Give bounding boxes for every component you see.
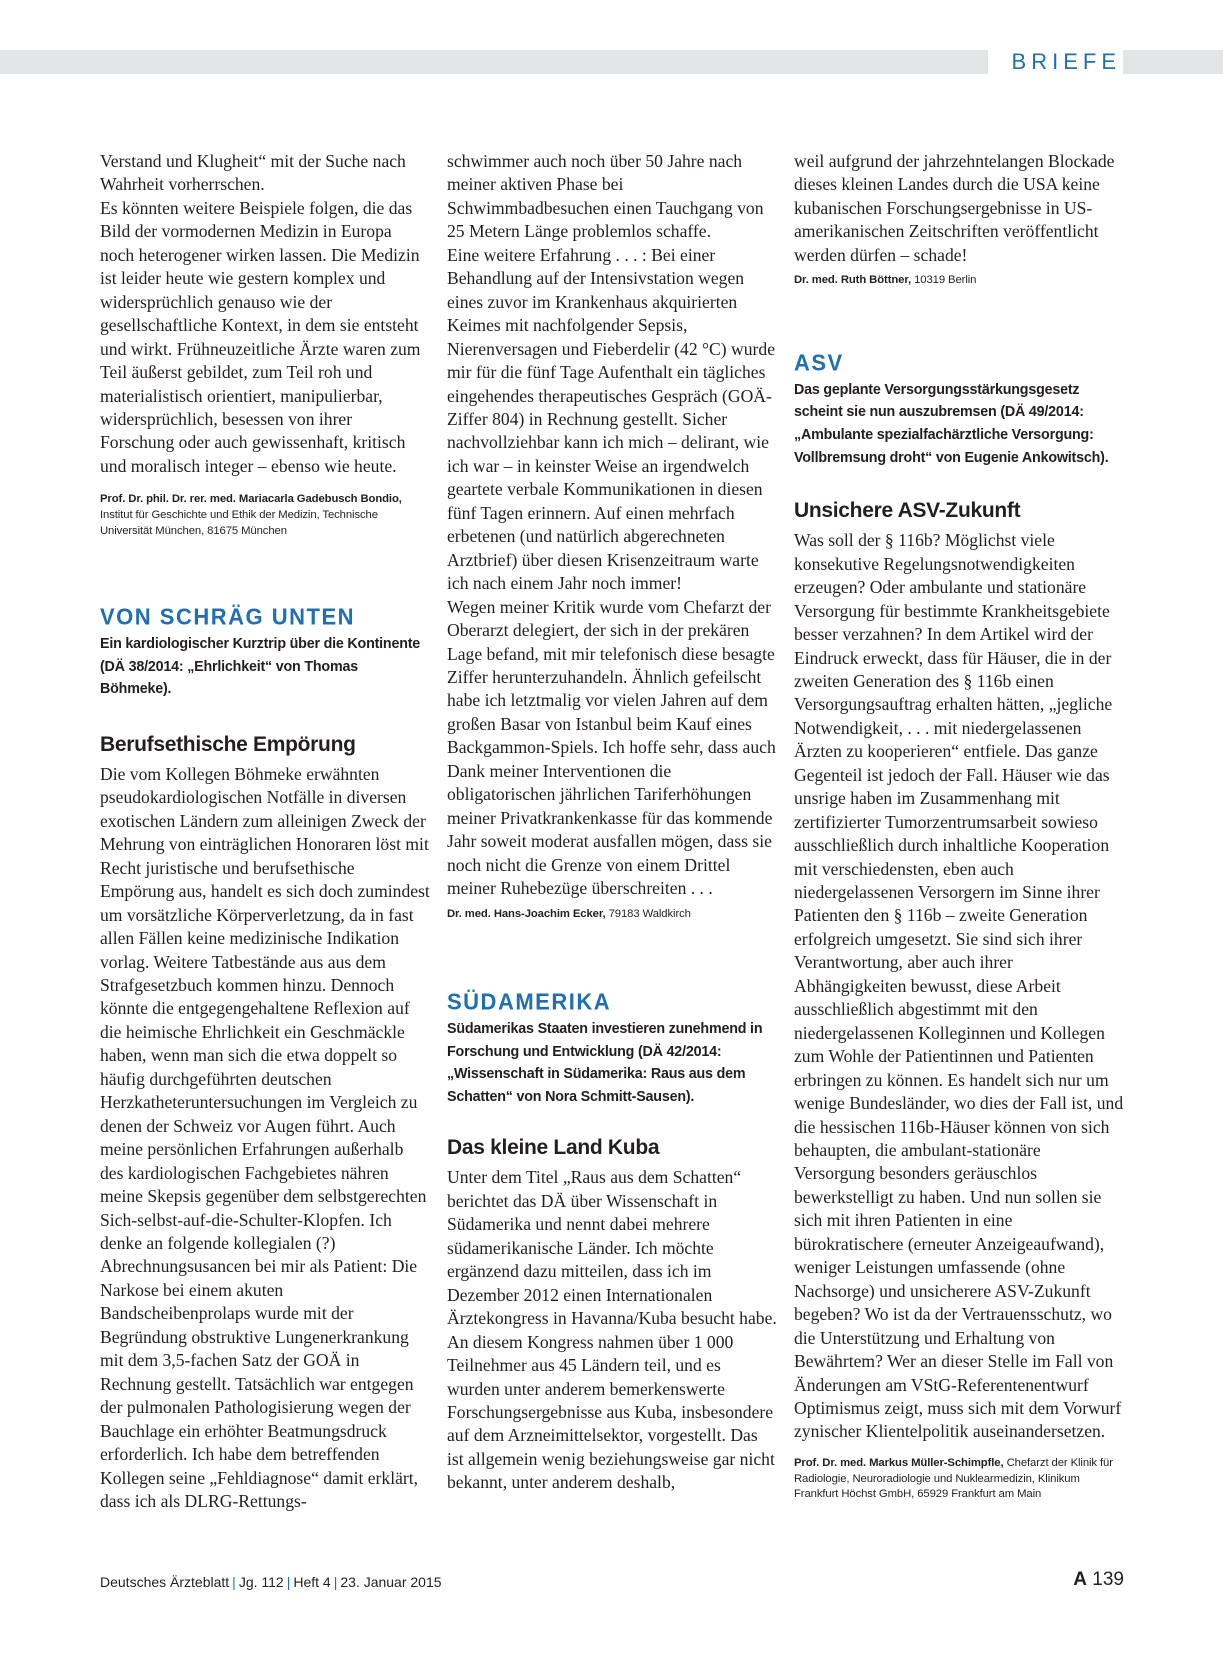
topic-title: SÜDAMERIKA xyxy=(447,988,612,1015)
letter-signature xyxy=(100,492,430,539)
separator: | xyxy=(232,1574,236,1590)
letter-signature xyxy=(794,273,1124,289)
author-name: Prof. Dr. med. Markus Müller-Schimpfle, xyxy=(794,1456,1004,1469)
letter-headline: Berufsethische Empörung xyxy=(100,732,356,756)
author-name: Dr. med. Ruth Böttner, xyxy=(794,274,912,287)
journal-date: 23. Januar 2015 xyxy=(340,1574,442,1590)
journal-volume: Jg. 112 xyxy=(238,1574,284,1590)
topic-title: VON SCHRÄG UNTEN xyxy=(100,603,356,630)
author-place: 10319 Berlin xyxy=(911,274,977,287)
author-place: 79183 Waldkirch xyxy=(605,907,691,920)
author-name: Dr. med. Hans-Joachim Ecker, xyxy=(447,907,606,920)
journal-name: Deutsches Ärzteblatt xyxy=(100,1574,230,1590)
page-number-value: 139 xyxy=(1092,1569,1124,1590)
column-3 xyxy=(794,150,1124,1503)
letter-text: Die vom Kollegen Böhmeke erwähnten pseudokardiologischen Notfälle in diversen exotischen Ländern zum alleinigen Zweck der Mehrung von einträglichen Honoraren löst mit Recht juristische und berufsethische Empörung aus, handelt es sich doch zumindest um vorsätzliche Körperverletzung, da in fast allen Fällen keine medizinische Indikation vorlag. Weitere Tatbestände aus aus dem Strafgesetzbuch kommen hinzu. Dennoch könnte die entgegengehaltene Reflexion auf die heimische Ehrlichkeit ein Geschmäckle haben, wenn man sich die etwa doppelt so häufig durchgeführten deutschen Herzkatheteruntersuchungen im Vergleich zu denen der Schweiz vor Augen führt. Auch meine persönlichen Erfahrungen außerhalb des kardiologischen Fachgebietes nähren meine Skepsis gegenüber dem selbstgerechten Sich-selbst-auf-die-Schulter-Klopfen. Ich denke an folgende kollegialen (?) Abrechnungsusancen bei mir als Patient: Die Narkose bei einem akuten Bandscheibenprolaps wurde mit der Begründung obstruktive Lungenerkrankung mit dem 3,5-fachen Satz der GOÄ in Rechnung gestellt. Tatsächlich war entgegen der pulmonalen Pathologisierung wegen der Bauchlage ein erhöhter Beatmungsdruck erforderlich. Ich habe dem betreffenden Kollegen seine „Fehldiagnose“ damit erklärt, dass ich als DLRG-Rettungs- xyxy=(100,763,430,1511)
separator: | xyxy=(286,1574,291,1590)
topic-title: ASV xyxy=(794,349,844,376)
journal-issue: Heft 4 xyxy=(293,1574,331,1590)
letter-text: schwimmer auch noch über 50 Jahre nach meiner aktiven Phase bei Schwimmbadbesuchen einen Tauchgang von 25 Metern Länge problemlos schaffe. Eine weitere Erfahrung . . . : Bei einer Behandlung auf der Intensivstation wegen eines zuvor im Krankenhaus akquirierten Keimes mit nachfolgender Sepsis, Nierenversagen und Fieberdelir (42 °C) wurde mir für die fünf Tage Aufenthalt ein tägliches eingehendes therapeutisches Gespräch (GOÄ-Ziffer 804) in Rechnung gestellt. Sicher nachvollziehbar kann ich mich – delirant, wie ich war – in keinster Weise an irgendwelch geartete verbale Kommunikationen in diesen fünf Tagen erinnern. Auf einen mehrfach erbetenen (und natürlich abgerechneten Arztbrief) über diesen Krisenzeitraum warte ich nach einem Jahr noch immer! Wegen meiner Kritik wurde vom Chefarzt der Oberarzt delegiert, der sich in der prekären Lage befand, mit mir telefonisch diese besagte Ziffer herunterzuhandeln. Ähnlich gefeilscht habe ich letztmalig vor vielen Jahren auf dem großen Basar von Istanbul beim Kauf eines Backgammon-Spiels. Ich hoffe sehr, dass auch Dank meiner Interventionen die obligatorischen jährlichen Tariferhöhungen meiner Privatkrankenkasse für das kommende Jahr soweit moderat ausfallen mögen, dass sie noch nicht die Grenze von einem Drittel meiner Ruhebezüge überschreiten . . . xyxy=(447,151,776,899)
letter-headline: Unsichere ASV-Zukunft xyxy=(794,499,1021,523)
separator: | xyxy=(333,1574,338,1590)
page-number xyxy=(1073,1568,1124,1592)
author-name: Prof. Dr. phil. Dr. rer. med. Mariacarla Gadebusch Bondio, xyxy=(100,493,402,506)
author-affiliation: Chefarzt der Klinik für Radiologie, Neuroradiologie und Nuklearmedizin, Klinikum Frankfurt Höchst GmbH, 65929 Frankfurt am Main xyxy=(794,1456,1113,1501)
author-affiliation: Institut für Geschichte und Ethik der Medizin, Technische Universität München, 81675 München xyxy=(100,508,378,537)
column-1 xyxy=(100,150,430,1513)
letter-text: Was soll der § 116b? Möglichst viele konsekutive Regelungsnotwendigkeiten erzeugen? Oder ambulante und stationäre Versorgung für bestimmte Krankheitsgebiete besser verzahnen? In dem Artikel wird der Eindruck erweckt, dass für Häuser, die in der zweiten Generation des § 116b einen Versorgungsauftrag erhalten hätten, „jegliche Notwendigkeit, . . . mit niedergelassenen Ärzten zu kooperieren“ entfiele. Das ganze Gegenteil ist jedoch der Fall. Häuser wie das unsrige haben im Zusammenhang mit zertifizierter Tumorzentrumsarbeit sowieso ausschließlich durch inhaltliche Kooperation mit verschiedensten, eben auch niedergelassenen Versorgern im Sinne ihrer Patienten den § 116b – zweite Generation erfolgreich umgesetzt. Sie sind sich ihrer Verantwortung, aber auch ihrer Abhängigkeiten bewusst, diese Arbeit ausschließlich abgestimmt mit den niedergelassenen Kolleginnen und Kollegen zum Wohle der Patientinnen und Patienten erbringen zu können. Es handelt sich nur um wenige Bundesländer, wo dies der Fall ist, und die hessischen 116b-Häuser können von sich behaupten, die ambulant-stationäre Versorgung besonders geräuschlos bewerkstelligt zu haben. Und nun sollen sie sich mit ihren Patienten in eine bürokratischere (erneuter Anzeigeaufwand), weniger Leistungen umfassende (ohne Nachsorge) und unsicherere ASV-Zukunft begeben? Wo ist da der Vertrauensschutz, wo die Unterstützung und Erhaltung von Bewährtem? Wer an dieser Stelle im Fall von Änderungen am VStG-Referentenentwurf Optimismus zeigt, muss sich mit dem Vorwurf zynischer Klientelpolitik auseinandersetzen. xyxy=(794,530,1124,1442)
topic-lead: Das geplante Versorgungsstärkungsgesetz scheint sie nun auszubremsen (DÄ 49/2014: „Ambulante spezialfachärztliche Versorgung: Vollbremsung droht“ von Eugenie Ankowitsch). xyxy=(794,381,1109,466)
topic-lead: Südamerikas Staaten investieren zunehmend in Forschung und Entwicklung (DÄ 42/2014: „Wissenschaft in Südamerika: Raus aus dem Schatten“ von Nora Schmitt-Sausen). xyxy=(447,1021,763,1105)
letter-headline: Das kleine Land Kuba xyxy=(447,1136,660,1160)
page-prefix: A xyxy=(1073,1569,1088,1590)
section-title: BRIEFE xyxy=(988,46,1123,78)
topic-lead: Ein kardiologischer Kurztrip über die Kontinente (DÄ 38/2014: „Ehrlichkeit“ von Thomas Böhmeke). xyxy=(100,636,421,698)
letter-signature xyxy=(447,907,777,923)
letter-signature xyxy=(794,1456,1124,1503)
letter-text: Verstand und Klugheit“ mit der Suche nach Wahrheit vorherrschen. Es könnten weitere Beispiele folgen, die das Bild der vormodernen Medizin in Europa noch heterogener wirken lassen. Die Medizin ist leider heute wie gestern komplex und widersprüchlich genauso wie der gesellschaftliche Kontext, in dem sie entsteht und wirkt. Frühneuzeitliche Ärzte waren zum Teil äußerst gebildet, zum Teil roh und materialistisch orientiert, manipulierbar, widersprüchlich, besessen von ihrer Forschung oder auch gewissenhaft, kritisch und moralisch integer – ebenso wie heute. xyxy=(100,151,421,476)
letter-text: weil aufgrund der jahrzehntelangen Blockade dieses kleinen Landes durch die USA keine kubanischen Forschungsergebnisse in US-amerikanischen Zeitschriften veröffentlicht werden dürfen – schade! xyxy=(794,151,1115,265)
page-footer xyxy=(100,1570,1124,1594)
column-2 xyxy=(447,150,777,1495)
letter-text: Unter dem Titel „Raus aus dem Schatten“ berichtet das DÄ über Wissenschaft in Südamerika und nennt dabei mehrere südamerikanische Länder. Ich möchte ergänzend dazu mitteilen, dass ich im Dezember 2012 einen Internationalen Ärztekongress in Havanna/Kuba besucht habe. An diesem Kongress nahmen über 1 000 Teilnehmer aus 45 Ländern teil, und es wurden unter anderem bemerkenswerte Forschungsergebnisse aus Kuba, insbesondere auf dem Arzneimittelsektor, vorgestellt. Das ist allgemein wenig beziehungsweise gar nicht bekannt, unter anderem deshalb, xyxy=(447,1167,777,1493)
